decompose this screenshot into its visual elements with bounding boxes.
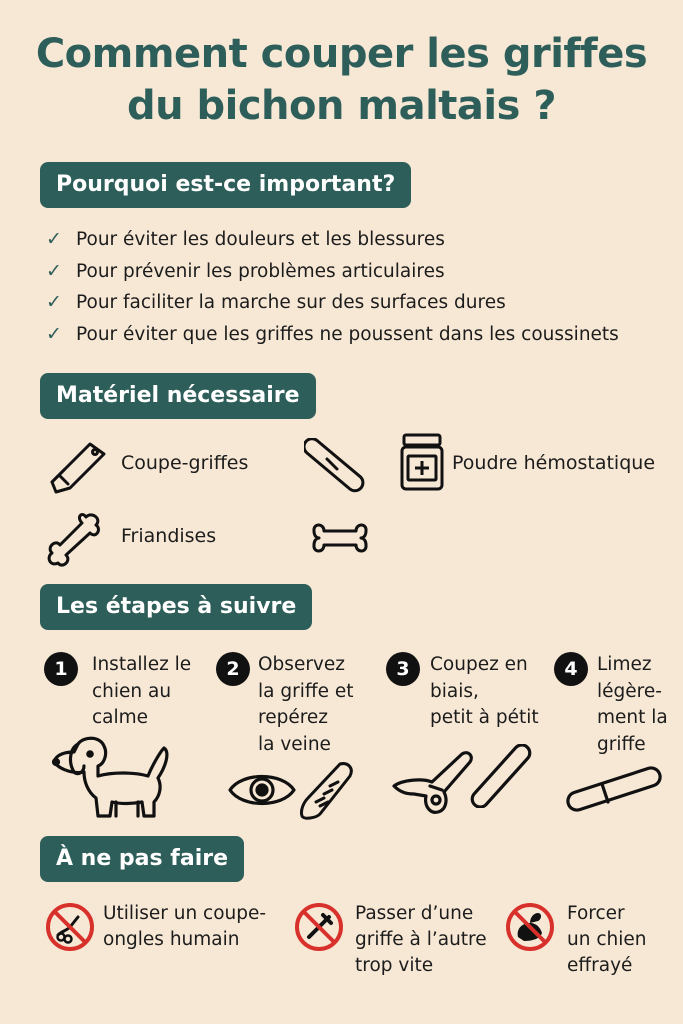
dont-text-2: Passer d’une griffe à l’autre trop vite [355,903,487,976]
material-label-powder: Poudre hémostatique [452,452,656,474]
check-icon: ✓ [46,291,62,313]
list-item: ✓ Pour éviter les douleurs et les blessures [46,224,619,256]
step-text-2: Observez la griffe et repérez la veine [258,654,354,755]
bone-icon [46,511,102,569]
list-item: ✓ Pour éviter que les griffes ne poussent dans les coussinets [46,319,619,351]
eye-icon [226,762,298,818]
no-rush-icon [293,901,345,953]
dont-text-1: Utiliser un coupe- ongles humain [103,903,267,950]
title-line-1: Comment couper les griffes [35,31,648,77]
why-list [46,224,619,350]
powder-jar-icon [400,432,444,492]
step-text-1: Installez le chien au calme [92,654,192,728]
dog-icon [48,732,172,820]
nail-file-icon [468,744,534,808]
scissor-clipper-icon [392,748,476,816]
section-heading-materials: Matériel nécessaire [40,373,316,419]
section-heading-why: Pourquoi est-ce important? [40,162,411,208]
check-icon: ✓ [46,322,62,345]
list-item: ✓ Pour faciliter la marche sur des surfaces dures [46,287,619,319]
section-heading-steps: Les étapes à suivre [40,584,312,630]
nail-file-icon [562,762,664,814]
material-label-clipper: Coupe-griffes [121,452,249,474]
nail-file-icon [304,438,366,496]
no-force-icon [504,901,556,953]
no-human-clipper-icon [44,901,96,953]
bone-icon [312,521,368,555]
step-text-3: Coupez en biais, petit à pétit [430,654,539,728]
step-number-4: 4 [554,652,588,686]
check-icon: ✓ [46,228,62,250]
title-line-2: du bichon maltais ? [126,83,557,129]
page-title [0,28,683,132]
step-number-2: 2 [216,652,250,686]
dont-text-3: Forcer un chien effrayé [567,903,647,976]
material-label-treats: Friandises [121,525,217,547]
step-number-3: 3 [386,652,420,686]
check-icon: ✓ [46,259,62,282]
step-text-4: Limez légère- ment la griffe [597,654,668,755]
claw-file-icon [296,758,356,822]
section-heading-donts: À ne pas faire [40,836,244,882]
nail-clipper-icon [46,440,108,496]
list-item: ✓ Pour prévenir les problèmes articulaires [46,256,619,288]
step-number-1: 1 [44,652,78,686]
